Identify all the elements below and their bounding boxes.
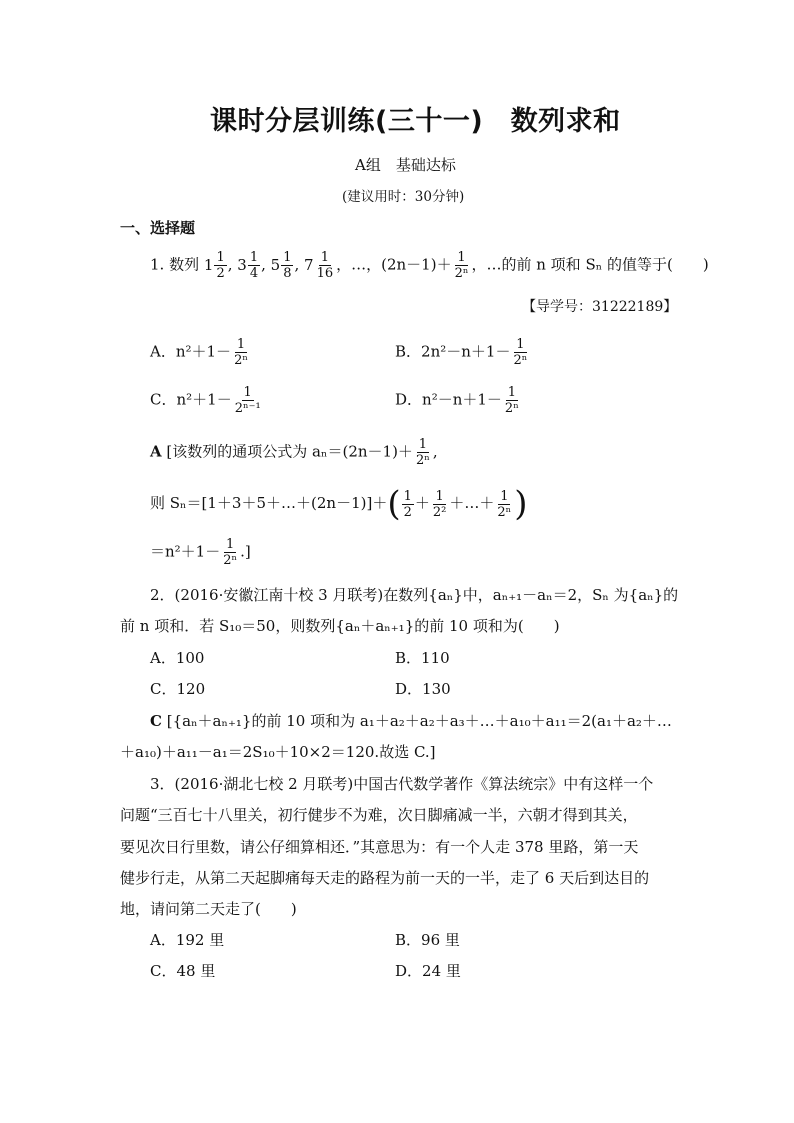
stem-lead: 数列 (169, 255, 200, 274)
general-term: (2n－1)＋ (381, 255, 452, 274)
option-c: C．120 (150, 680, 206, 698)
mixed-number: 7 $\frac{1}{16}$ (304, 250, 334, 281)
option-a: A．100 (150, 649, 205, 667)
answer-letter: C (150, 712, 162, 730)
option-c: C．n²＋1－ $\frac{1}{\text{2ⁿ⁻¹}}$ (150, 385, 261, 416)
question-number: 1. (150, 255, 165, 274)
question-3-line-3: 要见次日行里数，请公仔细算相还．”其意思为：有一个人走 378 里路，第一天 (120, 838, 639, 856)
option-a: A．192 里 (150, 931, 225, 949)
option-d: D．130 (395, 680, 451, 698)
option-c: C．48 里 (150, 962, 216, 980)
mixed-number: 5 $\frac{1}{8}$ (270, 250, 292, 281)
option-b: B．96 里 (395, 931, 460, 949)
option-a: A．n²＋1－ $\frac{1}{\text{2ⁿ}}$ (150, 337, 248, 368)
time-hint: (建议用时：30分钟) (342, 189, 465, 205)
solution-2-line-1: C [{aₙ＋aₙ₊₁}的前 10 项和为 a₁＋a₂＋a₂＋a₃＋…＋a₁₀＋a₁₁＝2(a₁＋a₂＋… (150, 712, 672, 730)
solution-1-line-1: A [该数列的通项公式为 aₙ＝(2n－1)＋ $\frac{1}{\text{2ⁿ}}$ , (150, 437, 438, 468)
section-heading: 一、选择题 (120, 219, 196, 237)
option-b: B．110 (395, 649, 450, 667)
answer-letter: A (150, 442, 162, 461)
option-b: B．2n²－n＋1－ $\frac{1}{\text{2ⁿ}}$ (395, 337, 528, 368)
option-d: D．24 里 (395, 962, 461, 980)
question-1-stem: 1. 数列 1 $\frac{1}{2}$ , 3 $\frac{1}{4}$ , 5 $\frac{1}{8}$ , 7 $\frac{1}{16}$ ，…，(2n－1)＋ $\frac{1}{\text{2ⁿ}}$ ，…的前 n 项和 Sₙ 的值等于( ) (150, 250, 709, 281)
question-3-line-2: 问题“三百七十八里关，初行健步不为难，次日脚痛减一半，六朝才得到其关， (120, 806, 638, 824)
stem-tail: ，…的前 n 项和 Sₙ 的值等于( ) (471, 255, 709, 274)
reference-number: 【导学号：31222189】 (522, 299, 678, 315)
group-label: A组 基础达标 (355, 156, 456, 174)
mixed-number: 1 $\frac{1}{2}$ (203, 250, 225, 281)
question-3-line-5: 地，请问第二天走了( ) (120, 900, 297, 918)
option-d: D．n²－n＋1－ $\frac{1}{\text{2ⁿ}}$ (395, 385, 519, 416)
mixed-number: 3 $\frac{1}{4}$ (237, 250, 259, 281)
question-3-line-4: 健步行走，从第二天起脚痛每天走的路程为前一天的一半，走了 6 天后到达目的 (120, 869, 650, 887)
question-2-line-1: 2．(2016·安徽江南十校 3 月联考)在数列{aₙ}中，aₙ₊₁－aₙ＝2，Sₙ 为{aₙ}的 (150, 586, 679, 604)
page-title: 课时分层训练(三十一) 数列求和 (210, 106, 621, 137)
question-2-line-2: 前 n 项和．若 S₁₀＝50，则数列{aₙ＋aₙ₊₁}的前 10 项和为( ) (120, 617, 560, 635)
solution-1-line-3: ＝n²＋1－ $\frac{1}{\text{2ⁿ}}$ .] (150, 537, 251, 568)
solution-1-line-2: 则 Sₙ＝[1＋3＋5＋…＋(2n－1)]＋( $\frac{1}{2}$ ＋ $\frac{1}{\text{2²}}$ ＋…＋ $\frac{1}{\text{2ⁿ}}$ ) (150, 484, 528, 524)
solution-2-line-2: ＋a₁₀)＋a₁₁－a₁＝2S₁₀＋10×2＝120.故选 C.] (120, 743, 436, 761)
question-3-line-1: 3．(2016·湖北七校 2 月联考)中国古代数学著作《算法统宗》中有这样一个 (150, 775, 654, 793)
